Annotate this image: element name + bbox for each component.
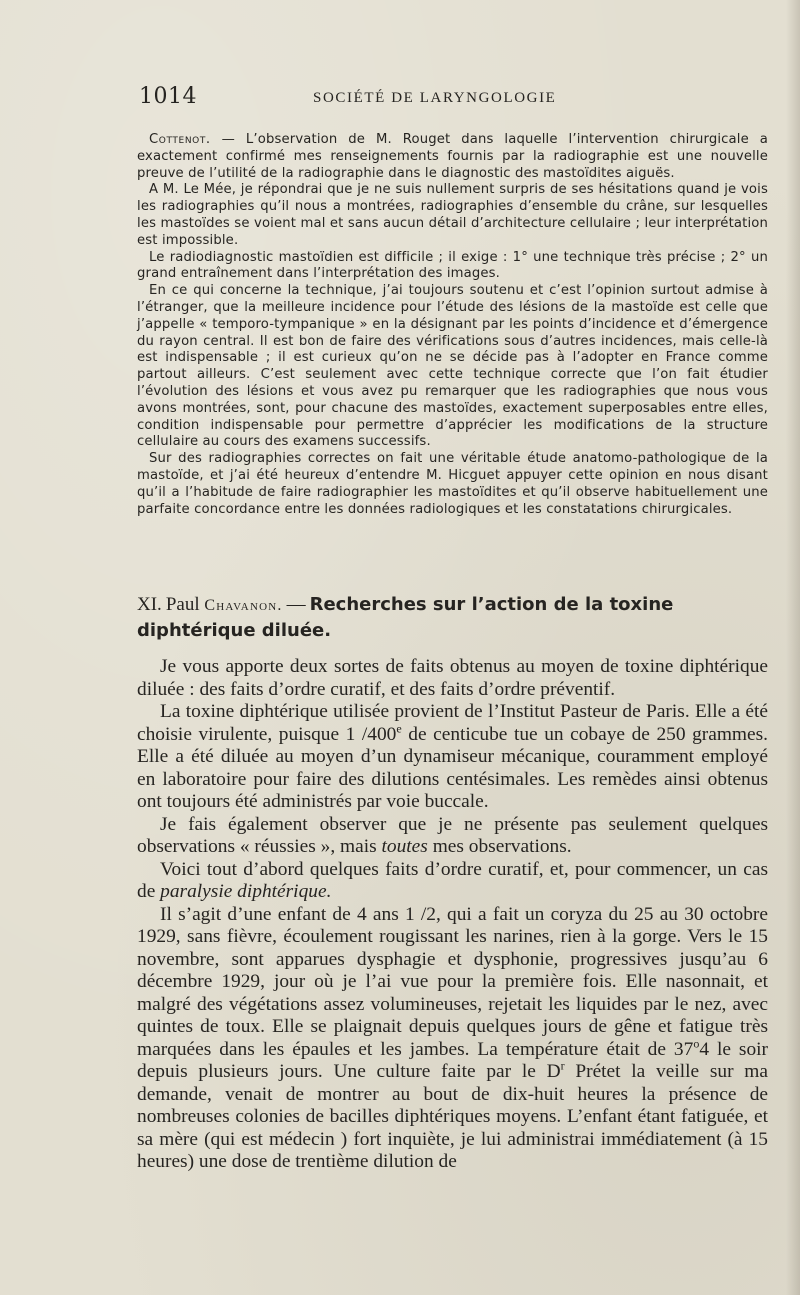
degree-superscript: o [693,1036,700,1051]
body-paragraph-2-part-a: La toxine diphtérique utilisée provient de l’Institut Pasteur de Paris. Elle a été choisie virulente, puisque 1 /400 [137,701,768,745]
running-head: SOCIÉTÉ DE LARYNGOLOGIE [313,90,557,106]
page-edge-shadow [786,0,800,1295]
emphasis-paralysie: paralysie diphtérique. [160,881,332,902]
doctor-superscript: r [560,1058,565,1073]
body-paragraph-3 [137,814,768,859]
section-heading [137,592,768,644]
discussion-paragraph-1-text: — L’observation de M. Rouget dans laquelle l’intervention chirurgicale a exactement confirmé mes renseignements fournis par la radiographie est une nouvelle preuve de l’utilité de la radiographie dans le diagnostic des mastoïdites aiguës. [137,132,768,181]
body-paragraph-5-part-c: Prétet la veille sur ma demande, venait de montrer au bout de dix-huit heures la présence de nombreuses colonies de bacilles diphtériques moyens. L’enfant étant fatiguée, et sa mère (qui est médecin ) fort inquiète, je lui administrai immédiatement (à 15 heures) une dose de trentième dilution de [137,1061,768,1172]
body-paragraph-2-part-b: de centicube tue un cobaye de 250 grammes. Elle a été diluée au moyen d’un dynamiseur mécanique, couramment employé en laboratoire pour faire des dilutions centésimales. Les remèdes ainsi obtenus ont toujours été administrés par voie buccale. [137,723,769,812]
body-paragraph-1: Je vous apporte deux sortes de faits obtenus au moyen de toxine diphtérique diluée : des faits d’ordre curatif, et des faits d’ordre préventif. [137,656,768,700]
page-header [139,84,609,116]
discussion-section [137,132,768,518]
body-paragraph-3-part-a: Je fais également observer que je ne présente pas seulement quelques observations « réussies », mais [137,813,768,857]
heading-dash: — [286,594,306,615]
body-paragraph-5-part-b: 4 le soir depuis plusieurs jours. Une culture faite par le D [137,1038,768,1082]
discussion-paragraph-4: En ce qui concerne la technique, j’ai toujours soutenu et c’est l’opinion surtout admise à l’étranger, que la meilleure incidence pour l’étude des lésions de la mastoïde est celle que j’appelle « temporo-tympanique » en la désignant par les points d’incidence et d’émergence du rayon central. Il est bon de faire des vérifications sous d’autres incidences, mais celle-là est indispensable ; il est curieux qu’on ne se décide pas à l’adopter en France comme partout ailleurs. C’est seulement avec cette technique correcte que l’on fait étudier l’évolution des lésions et vous avez pu remarquer que les radiographies que nous vous avons montrées, sont, pour chacune des mastoïdes, exactement superposables entre elles, condition indispensable pour permettre d’apprécier les modifications de la structure cellulaire au cours des examens successifs. [137,283,768,450]
ordinal-superscript: e [396,721,402,736]
emphasis-toutes: toutes [381,836,428,857]
discussion-paragraph-1 [137,132,768,182]
section-number: XI. [137,594,162,615]
body-paragraph-2 [137,701,768,814]
author-last-name: Chavanon. [204,597,283,614]
discussion-paragraph-3: Le radiodiagnostic mastoïdien est difficile ; il exige : 1° une technique très précise ; 2° un grand entraînement dans l’interprétation des images. [137,249,768,282]
author-first-name: Paul [165,594,200,615]
article-body [137,656,768,1174]
section-title: Recherches sur l’action de la toxine diphtérique diluée. [137,594,674,641]
discussion-paragraph-5: Sur des radiographies correctes on fait une véritable étude anatomo-pathologique de la mastoïde, et j’ai été heureux d’entendre M. Hicguet appuyer cette opinion en nous disant qu’il a l’habitude de faire radiographier les mastoïdites et qu’il observe habituellement une parfaite concordance entre les données radiologiques et les constatations chirurgicales. [137,451,768,517]
body-paragraph-3-part-b: mes observations. [427,836,572,857]
body-paragraph-5 [137,904,768,1174]
body-paragraph-4 [137,859,768,904]
page-number: 1014 [139,84,197,109]
body-paragraph-4-part-a: Voici tout d’abord quelques faits d’ordre curatif, et, pour commencer, un cas de [137,858,768,902]
body-paragraph-5-part-a: Il s’agit d’une enfant de 4 ans 1 /2, qui a fait un coryza du 25 au 30 octobre 1929, sans fièvre, écoulement rougissant les narines, rien à la gorge. Vers le 15 novembre, sont apparues dysphagie et dysphonie, progressives jusqu’au 6 décembre 1929, jour où je l’ai vue pour la première fois. Elle nasonnait, et malgré des végétations assez volumineuses, rejetait les liquides par le nez, avec quintes de toux. Elle se plaignait depuis quelques jours de gêne et fatigue très marquées dans les épaules et les jambes. La température était de 37 [137,903,768,1060]
discussion-paragraph-2: A M. Le Mée, je répondrai que je ne suis nullement surpris de ses hésitations quand je vois les radiographies qu’il nous a montrées, radiographies d’ensemble du crâne, sur lesquelles les mastoïdes se voient mal et sans aucun détail d’architecture cellulaire ; leur interprétation est impossible. [137,182,768,248]
speaker-name: Cottenot. [149,132,211,147]
section-author [166,594,283,615]
